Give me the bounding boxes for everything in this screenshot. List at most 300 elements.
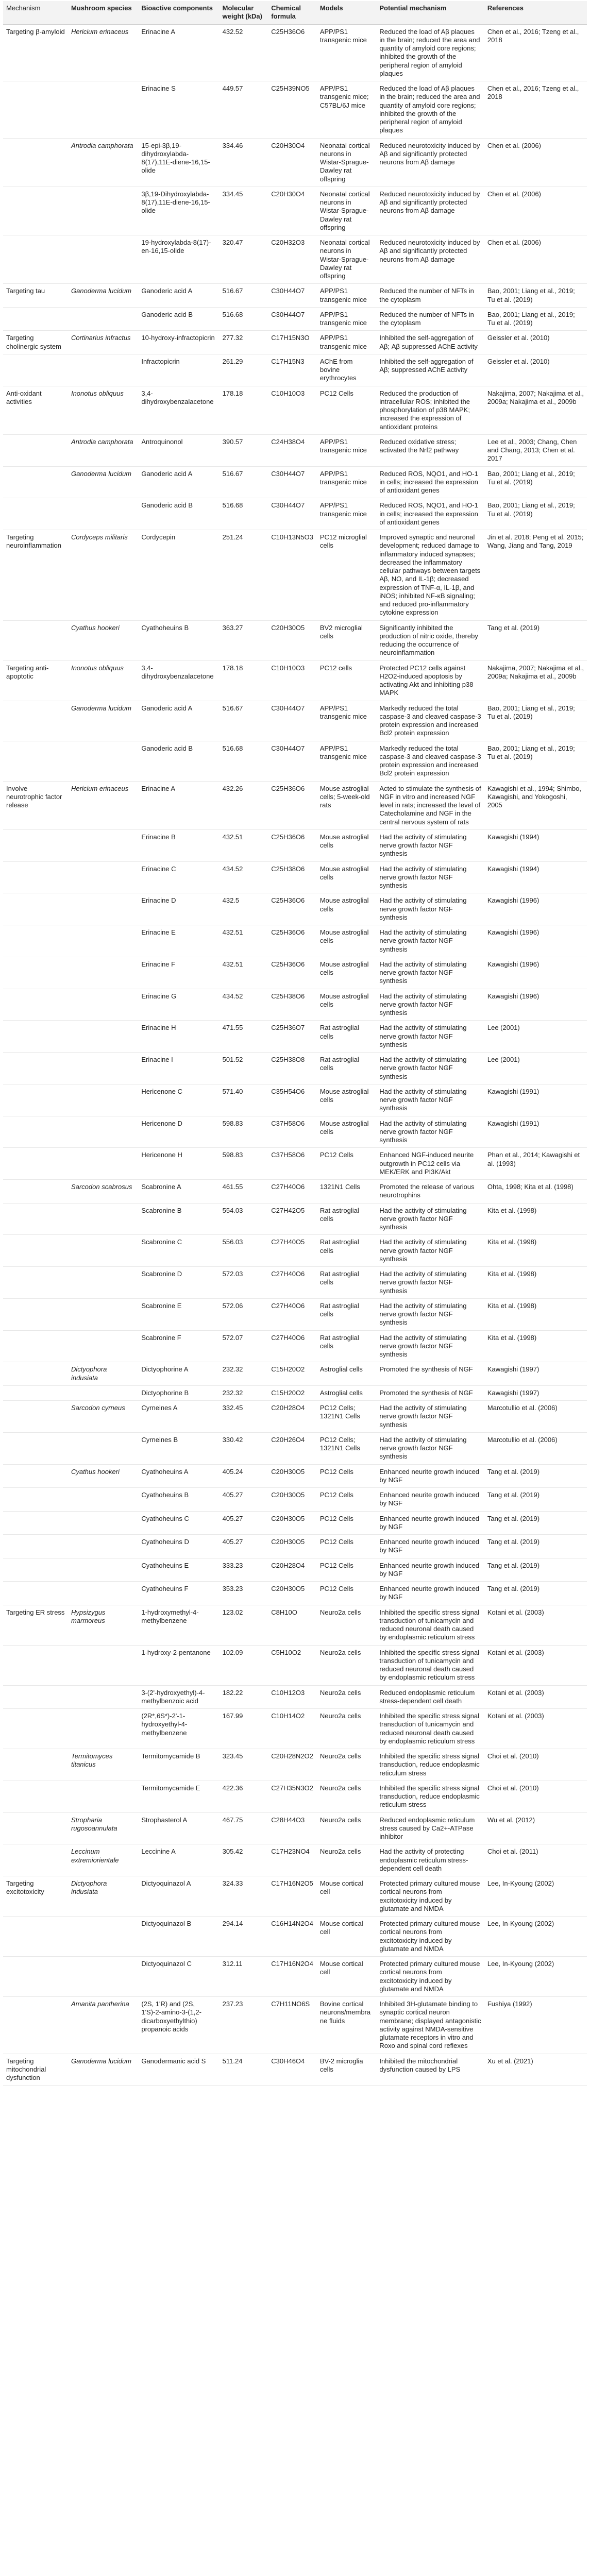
cell-formula: C20H30O5 [268, 1511, 317, 1535]
cell-reference: Kita et al. (1998) [484, 1298, 587, 1330]
table-header-row [3, 1, 587, 24]
cell-formula: C24H38O4 [268, 434, 317, 466]
cell-model: Astroglial cells [317, 1385, 377, 1400]
cell-reference: Tang et al. (2019) [484, 1582, 587, 1605]
cell-component: Scabronine D [138, 1267, 219, 1299]
cell-molecular-weight: 277.32 [220, 331, 268, 354]
cell-component: Erinacine A [138, 24, 219, 81]
cell-component: Leccinine A [138, 1844, 219, 1876]
cell-model: Mouse astroglial cells [317, 925, 377, 957]
table-row [3, 1709, 587, 1749]
cell-mechanism: Targeting neuroinflammation [3, 530, 68, 621]
cell-model: Mouse cortical cell [317, 1876, 377, 1917]
cell-potential-mechanism: Enhanced neurite growth induced by NGF [376, 1464, 484, 1488]
cell-reference: Kawagishi (1991) [484, 1116, 587, 1148]
cell-model: 1321N1 Cells [317, 1180, 377, 1204]
header-molecular-weight: Molecular weight (kDa) [220, 1, 268, 24]
cell-mechanism [3, 1330, 68, 1362]
cell-molecular-weight: 178.18 [220, 386, 268, 434]
cell-model: Neuro2a cells [317, 1812, 377, 1844]
cell-mechanism [3, 434, 68, 466]
table-row [3, 1488, 587, 1512]
cell-molecular-weight: 405.27 [220, 1511, 268, 1535]
cell-mechanism: Targeting anti-apoptotic [3, 660, 68, 701]
cell-potential-mechanism: Had the activity of stimulating nerve growth factor NGF synthesis [376, 893, 484, 925]
table-row [3, 284, 587, 308]
cell-reference: Ohta, 1998; Kita et al. (1998) [484, 1180, 587, 1204]
cell-potential-mechanism: Had the activity of stimulating nerve growth factor NGF synthesis [376, 1053, 484, 1084]
cell-reference: Kawagishi (1996) [484, 893, 587, 925]
cell-formula: C15H20O2 [268, 1385, 317, 1400]
cell-mechanism [3, 701, 68, 741]
cell-potential-mechanism: Inhibited the specific stress signal transduction, reduce endoplasmic reticulum stress [376, 1749, 484, 1781]
cell-species: Dictyophora indusiata [68, 1362, 138, 1386]
cell-model: Neonatal cortical neurons in Wistar-Sprague-Dawley rat offspring [317, 138, 377, 187]
cell-potential-mechanism: Markedly reduced the total caspase-3 and cleaved caspase-3 protein expression and increased Bcl2 protein expression [376, 701, 484, 741]
cell-potential-mechanism: Promoted the synthesis of NGF [376, 1385, 484, 1400]
cell-species [68, 1267, 138, 1299]
cell-model: BV2 microglial cells [317, 620, 377, 660]
cell-mechanism [3, 893, 68, 925]
cell-molecular-weight: 232.32 [220, 1362, 268, 1386]
cell-potential-mechanism: Inhibited the specific stress signal transduction, reduce endoplasmic reticulum stress [376, 1781, 484, 1812]
cell-component: Dictyophorine B [138, 1385, 219, 1400]
cell-species [68, 893, 138, 925]
cell-formula: C16H14N2O4 [268, 1917, 317, 1957]
cell-species: Ganoderma lucidum [68, 466, 138, 498]
cell-mechanism [3, 307, 68, 331]
cell-potential-mechanism: Had the activity of stimulating nerve growth factor NGF synthesis [376, 1267, 484, 1299]
cell-mechanism [3, 1781, 68, 1812]
cell-reference: Bao, 2001; Liang et al., 2019; Tu et al. (2019) [484, 307, 587, 331]
cell-model: PC12 Cells [317, 1558, 377, 1582]
cell-molecular-weight: 516.67 [220, 466, 268, 498]
cell-potential-mechanism: Protected PC12 cells against H2O2-induced apoptosis by activating Akt and inhibiting p38 MAPK [376, 660, 484, 701]
cell-formula: C27H40O6 [268, 1298, 317, 1330]
cell-component: 15-epi-3β,19-dihydroxylabda-8(17),11E-diene-16,15-olide [138, 138, 219, 187]
cell-model: APP/PS1 transgenic mice [317, 307, 377, 331]
cell-model: Rat astroglial cells [317, 1298, 377, 1330]
cell-potential-mechanism: Reduced endoplasmic reticulum stress-dependent cell death [376, 1685, 484, 1709]
cell-species [68, 187, 138, 235]
cell-formula: C17H16N2O5 [268, 1876, 317, 1917]
cell-potential-mechanism: Had the activity of stimulating nerve growth factor NGF synthesis [376, 1203, 484, 1235]
cell-mechanism [3, 235, 68, 284]
cell-molecular-weight: 461.55 [220, 1180, 268, 1204]
cell-reference: Lee (2001) [484, 1053, 587, 1084]
cell-model: Mouse astroglial cells [317, 829, 377, 861]
table-row [3, 1116, 587, 1148]
cell-component: Erinacine F [138, 957, 219, 989]
cell-reference: Kotani et al. (2003) [484, 1645, 587, 1685]
cell-species: Hericium erinaceus [68, 781, 138, 829]
cell-component: Ganoderic acid B [138, 307, 219, 331]
cell-component: Erinacine G [138, 989, 219, 1021]
cell-potential-mechanism: Acted to stimulate the synthesis of NGF in vitro and increased NGF level in rats; increased the level of Catecholamine and NGF in the central nervous system of rats [376, 781, 484, 829]
cell-formula: C25H39NO5 [268, 81, 317, 139]
cell-reference: Kawagishi (1997) [484, 1362, 587, 1386]
cell-mechanism [3, 1709, 68, 1749]
cell-mechanism [3, 1053, 68, 1084]
cell-reference: Chen et al. (2006) [484, 138, 587, 187]
cell-mechanism [3, 1535, 68, 1558]
cell-component: Antroquinonol [138, 434, 219, 466]
cell-reference: Kawagishi (1996) [484, 957, 587, 989]
cell-model: Rat astroglial cells [317, 1330, 377, 1362]
cell-reference: Xu et al. (2021) [484, 2054, 587, 2086]
cell-model: PC12 Cells [317, 1464, 377, 1488]
cell-reference: Choi et al. (2011) [484, 1844, 587, 1876]
cell-formula: C20H30O5 [268, 1464, 317, 1488]
table-row [3, 1432, 587, 1464]
cell-model: APP/PS1 transgenic mice [317, 701, 377, 741]
cell-molecular-weight: 405.27 [220, 1535, 268, 1558]
table-row [3, 1997, 587, 2054]
cell-species [68, 1053, 138, 1084]
cell-potential-mechanism: Significantly inhibited the production of nitric oxide, thereby reducing the occurrence of neuroinflammation [376, 620, 484, 660]
cell-model: PC12 Cells; 1321N1 Cells [317, 1401, 377, 1433]
table-row [3, 2054, 587, 2086]
cell-potential-mechanism: Had the activity of stimulating nerve growth factor NGF synthesis [376, 1116, 484, 1148]
cell-species: Ganoderma lucidum [68, 284, 138, 308]
cell-molecular-weight: 449.57 [220, 81, 268, 139]
cell-molecular-weight: 556.03 [220, 1235, 268, 1267]
cell-reference: Choi et al. (2010) [484, 1749, 587, 1781]
cell-molecular-weight: 324.33 [220, 1876, 268, 1917]
table-row [3, 1362, 587, 1386]
cell-species: Amanita pantherina [68, 1997, 138, 2054]
cell-model: Neuro2a cells [317, 1749, 377, 1781]
cell-molecular-weight: 332.45 [220, 1401, 268, 1433]
cell-model: Neuro2a cells [317, 1685, 377, 1709]
cell-species [68, 1511, 138, 1535]
cell-molecular-weight: 305.42 [220, 1844, 268, 1876]
table-row [3, 81, 587, 139]
cell-molecular-weight: 334.46 [220, 138, 268, 187]
cell-reference: Chen et al. (2006) [484, 187, 587, 235]
cell-mechanism [3, 1180, 68, 1204]
cell-reference: Kotani et al. (2003) [484, 1685, 587, 1709]
cell-formula: C20H30O5 [268, 620, 317, 660]
cell-model: Mouse astroglial cells [317, 861, 377, 893]
cell-reference: Tang et al. (2019) [484, 1488, 587, 1512]
cell-formula: C37H58O6 [268, 1148, 317, 1180]
table-row [3, 1582, 587, 1605]
cell-molecular-weight: 432.51 [220, 925, 268, 957]
cell-formula: C25H38O8 [268, 1053, 317, 1084]
cell-species [68, 1330, 138, 1362]
cell-model: APP/PS1 transgenic mice [317, 434, 377, 466]
cell-species [68, 1021, 138, 1053]
header-potential-mechanism: Potential mechanism [376, 1, 484, 24]
cell-potential-mechanism: Had the activity of stimulating nerve growth factor NGF synthesis [376, 1298, 484, 1330]
cell-potential-mechanism: Reduced the number of NFTs in the cytoplasm [376, 307, 484, 331]
cell-species: Inonotus obliquus [68, 660, 138, 701]
table-row [3, 781, 587, 829]
cell-component: Strophasterol A [138, 1812, 219, 1844]
cell-molecular-weight: 572.06 [220, 1298, 268, 1330]
cell-molecular-weight: 123.02 [220, 1605, 268, 1645]
cell-model: Neonatal cortical neurons in Wistar-Sprague-Dawley rat offspring [317, 187, 377, 235]
cell-species: Stropharia rugosoannulata [68, 1812, 138, 1844]
table-row [3, 620, 587, 660]
cell-formula: C10H12O3 [268, 1685, 317, 1709]
cell-mechanism [3, 1148, 68, 1180]
cell-formula: C27H40O6 [268, 1267, 317, 1299]
cell-species: Cyathus hookeri [68, 620, 138, 660]
cell-reference: Wu et al. (2012) [484, 1812, 587, 1844]
cell-potential-mechanism: Promoted the release of various neurotrophins [376, 1180, 484, 1204]
cell-potential-mechanism: Reduced neurotoxicity induced by Aβ and significantly protected neurons from Aβ damage [376, 138, 484, 187]
cell-species: Sarcodon cyrneus [68, 1401, 138, 1433]
cell-component: Erinacine S [138, 81, 219, 139]
cell-molecular-weight: 390.57 [220, 434, 268, 466]
cell-species [68, 957, 138, 989]
cell-component: Dictyoquinazol A [138, 1876, 219, 1917]
cell-species [68, 925, 138, 957]
cell-mechanism: Targeting tau [3, 284, 68, 308]
cell-formula: C20H30O4 [268, 138, 317, 187]
cell-model: Mouse astroglial cells [317, 957, 377, 989]
cell-molecular-weight: 516.67 [220, 284, 268, 308]
table-body [3, 24, 587, 2086]
cell-potential-mechanism: Reduced the number of NFTs in the cytoplasm [376, 284, 484, 308]
cell-reference: Geissler et al. (2010) [484, 354, 587, 386]
cell-species [68, 1685, 138, 1709]
cell-molecular-weight: 261.29 [220, 354, 268, 386]
table-row [3, 1917, 587, 1957]
cell-component: Cyathoheuins F [138, 1582, 219, 1605]
cell-species: Hypsizygus marmoreus [68, 1605, 138, 1645]
cell-component: Cyrneines B [138, 1432, 219, 1464]
cell-formula: C25H36O7 [268, 1021, 317, 1053]
cell-mechanism [3, 1582, 68, 1605]
cell-potential-mechanism: Had the activity of stimulating nerve growth factor NGF synthesis [376, 925, 484, 957]
cell-potential-mechanism: Reduced the production of intracellular ROS; inhibited the phosphorylation of p38 MAPK; increased the expression of antioxidant proteins [376, 386, 484, 434]
cell-molecular-weight: 363.27 [220, 620, 268, 660]
cell-molecular-weight: 333.23 [220, 1558, 268, 1582]
cell-formula: C30H46O4 [268, 2054, 317, 2086]
table-row [3, 1203, 587, 1235]
cell-model: Neuro2a cells [317, 1605, 377, 1645]
cell-model: PC12 Cells [317, 1488, 377, 1512]
cell-potential-mechanism: Reduced neurotoxicity induced by Aβ and significantly protected neurons from Aβ damage [376, 187, 484, 235]
table-row [3, 1844, 587, 1876]
cell-species [68, 1432, 138, 1464]
cell-component: Hericenone H [138, 1148, 219, 1180]
table-row [3, 498, 587, 530]
cell-potential-mechanism: Had the activity of stimulating nerve growth factor NGF synthesis [376, 1021, 484, 1053]
cell-formula: C20H26O4 [268, 1432, 317, 1464]
cell-reference: Kawagishi et al., 1994; Shimbo, Kawagishi, and Yokogoshi, 2005 [484, 781, 587, 829]
cell-potential-mechanism: Had the activity of stimulating nerve growth factor NGF synthesis [376, 1235, 484, 1267]
cell-component: Erinacine E [138, 925, 219, 957]
cell-molecular-weight: 516.68 [220, 741, 268, 781]
cell-formula: C20H28O4 [268, 1558, 317, 1582]
cell-potential-mechanism: Had the activity of stimulating nerve growth factor NGF synthesis [376, 1401, 484, 1433]
table-row [3, 1053, 587, 1084]
cell-component: Ganoderic acid A [138, 701, 219, 741]
header-formula: Chemical formula [268, 1, 317, 24]
cell-component: Scabronine A [138, 1180, 219, 1204]
cell-potential-mechanism: Had the activity of stimulating nerve growth factor NGF synthesis [376, 829, 484, 861]
cell-reference: Chen et al., 2016; Tzeng et al., 2018 [484, 81, 587, 139]
table-row [3, 1535, 587, 1558]
cell-mechanism [3, 1464, 68, 1488]
cell-species [68, 741, 138, 781]
cell-formula: C17H15N3O [268, 331, 317, 354]
cell-molecular-weight: 405.24 [220, 1464, 268, 1488]
cell-formula: C27H35N3O2 [268, 1781, 317, 1812]
cell-model: APP/PS1 transgenic mice; C57BL/6J mice [317, 81, 377, 139]
cell-mechanism [3, 741, 68, 781]
cell-component: Erinacine I [138, 1053, 219, 1084]
cell-component: Cyathoheuins B [138, 620, 219, 660]
cell-potential-mechanism: Inhibited the self-aggregation of Aβ; suppressed AChE activity [376, 354, 484, 386]
cell-mechanism [3, 1997, 68, 2054]
cell-mechanism [3, 620, 68, 660]
cell-species: Leccinum extremiorientale [68, 1844, 138, 1876]
cell-mechanism [3, 1749, 68, 1781]
cell-molecular-weight: 432.51 [220, 829, 268, 861]
cell-potential-mechanism: Had the activity of stimulating nerve growth factor NGF synthesis [376, 861, 484, 893]
cell-model: PC12 Cells [317, 1582, 377, 1605]
cell-reference: Lee et al., 2003; Chang, Chen and Chang, 2013; Chen et al. 2017 [484, 434, 587, 466]
cell-reference: Bao, 2001; Liang et al., 2019; Tu et al. (2019) [484, 466, 587, 498]
cell-molecular-weight: 434.52 [220, 989, 268, 1021]
cell-species: Antrodia camphorata [68, 138, 138, 187]
table-row [3, 1267, 587, 1299]
cell-species [68, 1084, 138, 1116]
cell-species [68, 1488, 138, 1512]
cell-formula: C25H36O6 [268, 893, 317, 925]
cell-formula: C25H36O6 [268, 925, 317, 957]
table-row [3, 1464, 587, 1488]
cell-reference: Geissler et al. (2010) [484, 331, 587, 354]
cell-formula: C20H28N2O2 [268, 1749, 317, 1781]
cell-mechanism [3, 81, 68, 139]
cell-molecular-weight: 167.99 [220, 1709, 268, 1749]
cell-potential-mechanism: Had the activity of stimulating nerve growth factor NGF synthesis [376, 989, 484, 1021]
cell-mechanism [3, 829, 68, 861]
cell-reference: Bao, 2001; Liang et al., 2019; Tu et al. (2019) [484, 284, 587, 308]
cell-mechanism [3, 1021, 68, 1053]
cell-mechanism [3, 925, 68, 957]
cell-component: Dictyoquinazol C [138, 1957, 219, 1997]
cell-mechanism [3, 1362, 68, 1386]
cell-species [68, 81, 138, 139]
table-row [3, 893, 587, 925]
cell-species [68, 1148, 138, 1180]
cell-model: Mouse astroglial cells [317, 1116, 377, 1148]
cell-component: 3-(2'-hydroxyethyl)-4-methylbenzoic acid [138, 1685, 219, 1709]
cell-mechanism [3, 861, 68, 893]
cell-mechanism [3, 1401, 68, 1433]
table-row [3, 138, 587, 187]
cell-species [68, 1298, 138, 1330]
cell-component: Dictyophorine A [138, 1362, 219, 1386]
cell-component: Ganoderic acid B [138, 741, 219, 781]
cell-mechanism [3, 466, 68, 498]
cell-component: Ganoderic acid A [138, 284, 219, 308]
cell-component: 3,4-dihydroxybenzalacetone [138, 386, 219, 434]
cell-potential-mechanism: Had the activity of stimulating nerve growth factor NGF synthesis [376, 1084, 484, 1116]
cell-species: Cordyceps militaris [68, 530, 138, 621]
cell-model: Rat astroglial cells [317, 1267, 377, 1299]
cell-species [68, 498, 138, 530]
cell-formula: C30H44O7 [268, 741, 317, 781]
cell-species [68, 235, 138, 284]
cell-species: Cortinarius infractus [68, 331, 138, 354]
cell-model: Neuro2a cells [317, 1645, 377, 1685]
cell-component: Cyathoheuins E [138, 1558, 219, 1582]
table-row [3, 1605, 587, 1645]
header-references: References [484, 1, 587, 24]
cell-component: 19-hydroxylabda-8(17)-en-16,15-olide [138, 235, 219, 284]
cell-component: 10-hydroxy-infractopicrin [138, 331, 219, 354]
cell-mechanism [3, 1844, 68, 1876]
cell-mechanism: Targeting cholinergic system [3, 331, 68, 354]
cell-molecular-weight: 320.47 [220, 235, 268, 284]
header-models: Models [317, 1, 377, 24]
cell-potential-mechanism: Had the activity of stimulating nerve growth factor NGF synthesis [376, 1330, 484, 1362]
cell-species [68, 307, 138, 331]
cell-mechanism [3, 498, 68, 530]
table-row [3, 925, 587, 957]
cell-species: Hericium erinaceus [68, 24, 138, 81]
cell-mechanism [3, 1235, 68, 1267]
cell-reference: Tang et al. (2019) [484, 1558, 587, 1582]
cell-model: Mouse astroglial cells; 5-week-old rats [317, 781, 377, 829]
table-row [3, 741, 587, 781]
cell-model: PC12 Cells [317, 386, 377, 434]
cell-molecular-weight: 554.03 [220, 1203, 268, 1235]
table-row [3, 331, 587, 354]
cell-molecular-weight: 294.14 [220, 1917, 268, 1957]
table-row [3, 660, 587, 701]
cell-formula: C17H16N2O4 [268, 1957, 317, 1997]
cell-mechanism [3, 1298, 68, 1330]
cell-formula: C8H10O [268, 1605, 317, 1645]
cell-component: Erinacine D [138, 893, 219, 925]
cell-formula: C30H44O7 [268, 498, 317, 530]
cell-component: Cyathoheuins B [138, 1488, 219, 1512]
cell-formula: C27H40O6 [268, 1330, 317, 1362]
cell-component: Erinacine C [138, 861, 219, 893]
cell-species [68, 1116, 138, 1148]
cell-mechanism [3, 957, 68, 989]
cell-model: APP/PS1 transgenic mice [317, 284, 377, 308]
cell-formula: C10H10O3 [268, 660, 317, 701]
table-row [3, 1298, 587, 1330]
cell-reference: Tang et al. (2019) [484, 620, 587, 660]
cell-species: Dictyophora indusiata [68, 1876, 138, 1917]
cell-formula: C7H11NO6S [268, 1997, 317, 2054]
cell-mechanism [3, 187, 68, 235]
header-mechanism: Mechanism [3, 1, 68, 24]
cell-model: APP/PS1 transgenic mice [317, 331, 377, 354]
cell-molecular-weight: 598.83 [220, 1148, 268, 1180]
table-row [3, 530, 587, 621]
cell-model: Mouse astroglial cells [317, 1084, 377, 1116]
cell-molecular-weight: 516.68 [220, 307, 268, 331]
cell-species [68, 1582, 138, 1605]
cell-mechanism: Targeting excitotoxicity [3, 1876, 68, 1917]
cell-component: Scabronine C [138, 1235, 219, 1267]
table-row [3, 1235, 587, 1267]
cell-molecular-weight: 572.03 [220, 1267, 268, 1299]
cell-formula: C27H40O5 [268, 1235, 317, 1267]
